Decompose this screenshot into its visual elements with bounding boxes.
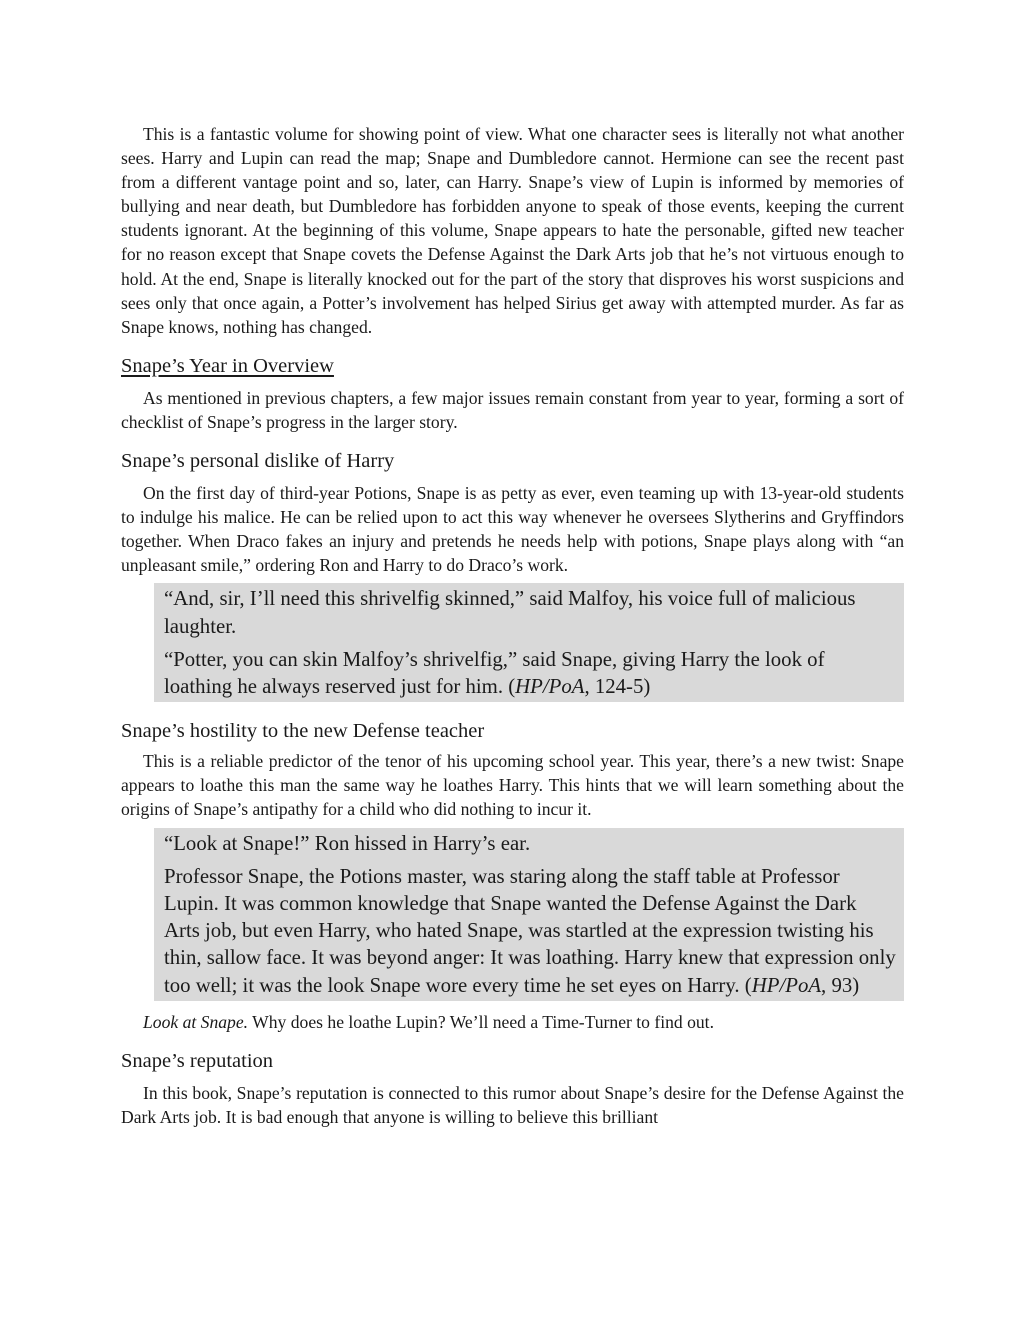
section-heading-dislike: Snape’s personal dislike of Harry	[121, 450, 395, 473]
citation-page: , 93)	[821, 973, 860, 997]
citation-title: HP/PoA	[751, 973, 822, 997]
overview-paragraph: As mentioned in previous chapters, a few major issues remain constant from year to year, forming a sort of checklist of Snape’s progress in the larger story.	[121, 387, 904, 432]
block-quote	[154, 583, 904, 702]
quote-text: “Potter, you can skin Malfoy’s shrivelfig,” said Snape, giving Harry the look of loathing he always reserved just for him. (	[164, 647, 825, 699]
document-page	[121, 122, 904, 1129]
quote-line: “Look at Snape!” Ron hissed in Harry’s ear.	[164, 831, 531, 855]
hostility-paragraph: This is a reliable predictor of the tenor of his upcoming school year. This year, there’s a new twist: Snape appears to loathe this man the same way he loathes Harry. This hints that we will learn something about the origins of Snape’s antipathy for a child who did nothing to incur it.	[121, 751, 904, 820]
reputation-paragraph: In this book, Snape’s reputation is connected to this rumor about Snape’s desire for the Defense Against the Dark Arts job. It is bad enough that anyone is willing to believe this brilliant	[121, 1082, 904, 1127]
quote-line: “And, sir, I’ll need this shrivelfig skinned,” said Malfoy, his voice full of malicious laughter.	[164, 587, 856, 638]
quote-line	[164, 646, 896, 700]
section-heading-reputation: Snape’s reputation	[121, 1049, 274, 1072]
section-heading-hostility: Snape’s hostility to the new Defense teacher	[121, 720, 485, 743]
citation-page: , 124-5)	[584, 675, 651, 699]
intro-paragraph: This is a fantastic volume for showing point of view. What one character sees is literally not what another sees. Harry and Lupin can read the map; Snape and Dumbledore cannot. Hermione can see the recent past from a different vantage point and so, later, can Harry. Snape’s view of Lupin is informed by memories of bullying and near death, but Dumbledore has forbidden anyone to speak of those events, keeping the current students ignorant. At the beginning of this volume, Snape appears to hate the personable, gifted new teacher for no reason except that Snape covets the Defense Against the Dark Arts job that he’s not virtuous enough to hold. At the end, Snape is literally knocked out for the part of the story that disproves his worst suspicions and sees only that once again, a Potter’s involvement has helped Sirius get away with attempted murder. As far as Snape knows, nothing has changed.	[121, 124, 904, 337]
commentary-text: Why does he loathe Lupin? We’ll need a Time-Turner to find out.	[248, 1011, 714, 1032]
quote-line	[164, 863, 896, 999]
section-heading-overview	[121, 353, 904, 379]
citation-title: HP/PoA	[515, 675, 585, 699]
overview-heading-text: Snape’s Year in Overview	[121, 354, 334, 377]
commentary-paragraph	[121, 1010, 904, 1034]
quote-text: Professor Snape, the Potions master, was staring along the staff table at Professor Lupin. It was common knowledge that Snape wanted the Defense Against the Dark Arts job, but even Harry, who hated Snape, was startled at the expression twisting his thin, sallow face. It was beyond anger: It was loathing. Harry knew that expression only too well; it was the look Snape wore every time he set eyes on Harry. (	[164, 864, 896, 997]
block-quote	[154, 828, 904, 1001]
dislike-paragraph: On the first day of third-year Potions, Snape is as petty as ever, even teaming up with 13-year-old students to indulge his malice. He can be relied upon to act this way whenever he oversees Slytherins and Gryffindors together. When Draco fakes an injury and pretends he needs help with potions, Snape plays along with “an unpleasant smile,” ordering Ron and Harry to do Draco’s work.	[121, 483, 904, 576]
commentary-italic: Look at Snape.	[143, 1011, 249, 1032]
